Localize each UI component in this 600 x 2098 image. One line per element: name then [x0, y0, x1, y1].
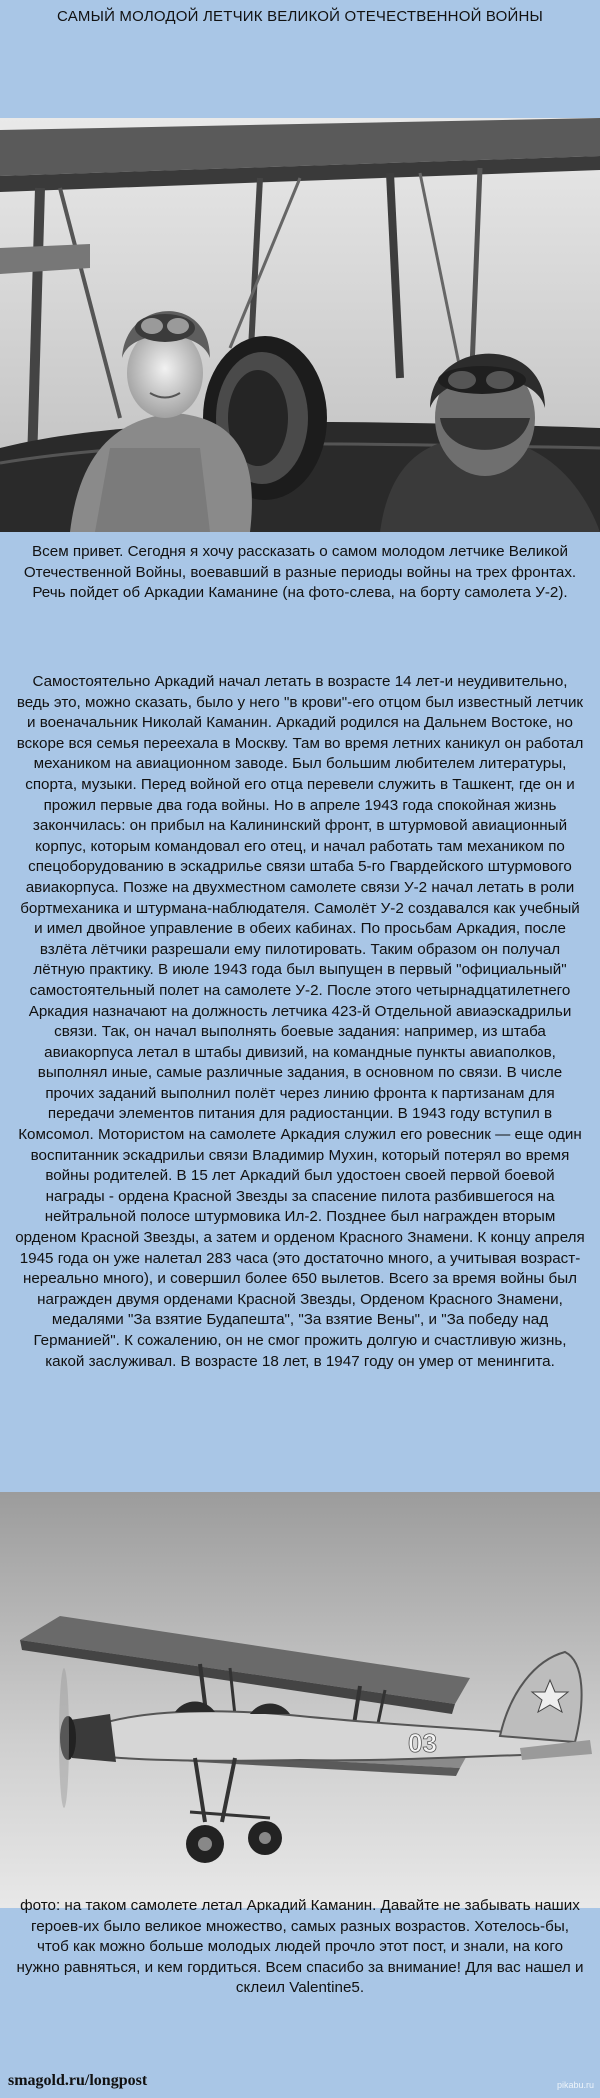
- watermark: pikabu.ru: [556, 2080, 594, 2090]
- plane-number-label: 03: [408, 1728, 437, 1758]
- intro-paragraph: Всем привет. Сегодня я хочу рассказать о самом молодом летчике Великой Отечественной Войны, воевавший в разные периоды войны на трех фронтах. Речь пойдет об Аркадии Каманине (на фото-слева, на борту самолета У-2).: [23, 543, 577, 602]
- biplane-photo: [0, 1492, 600, 1908]
- outro-paragraph: фото: на таком самолете летал Аркадий Каманин. Давайте не забывать наших героев-их было великое множество, самых разных возрастов. Хотелось-бы, чтоб как можно больше молодых людей прочло этот пост, и знали, на кого нужно равняться, и кем гордиться. Всем спасибо за внимание! Для вас нашел и склеил Valentine5.: [16, 1897, 584, 1997]
- pilots-photo: [0, 118, 600, 532]
- page-title: САМЫЙ МОЛОДОЙ ЛЕТЧИК ВЕЛИКОЙ ОТЕЧЕСТВЕННОЙ ВОЙНЫ: [57, 8, 543, 25]
- footer-link[interactable]: smagold.ru/longpost: [8, 2072, 148, 2089]
- story-paragraph: Самостоятельно Аркадий начал летать в возрасте 14 лет-и неудивительно, ведь это, можно сказать, было у него "в крови"-его отцом был известный летчик и военачальник Николай Каманин. Аркадий родился на Дальнем Востоке, но вскоре вся семья переехала в Москву. Там во время летних каникул он работал механиком на авиационном заводе. Был большим любителем литературы, спорта, музыки. Перед войной его отца перевели служить в Ташкент, где он и прожил первые два года войны. Но в апреле 1943 года спокойная жизнь закончилась: он прибыл на Калининский фронт, в штурмовой авиационный корпус, которым командовал его отец, и начал работать там механиком по спецоборудованию в эскадрилье связи штаба 5-го Гвардейского штурмового авиакорпуса. Позже на двухместном самолете связи У-2 начал летать в роли бортмеханика и штурмана-наблюдателя. Самолёт У-2 создавался как учебный и имел двойное управление в обеих кабинах. По просьбам Аркадия, после взлёта лётчики разрешали ему пилотировать. Таким образом он получал лётную практику. В июле 1943 года был выпущен в первый "официальный" самостоятельный полет на самолете У-2. После этого четырнадцатилетнего Аркадия назначают на должность летчика 423-й Отдельной авиаэскадрильи связи. Так, он начал выполнять боевые задания: например, из штаба авиакорпуса летал в штабы дивизий, на командные пункты авиаполков, выполнял иные, самые различные задания, в основном по связи. В числе прочих заданий выполнил полёт через линию фронта к партизанам для передачи элементов питания для радиостанции. В 1943 году вступил в Комсомол. Мотористом на самолете Аркадия служил его ровесник — еще один воспитанник эскадрильи связи Владимир Мухин, который потерял во время войны родителей. В 15 лет Аркадий был удостоен своей первой боевой награды - ордена Красной Звезды за спасение пилота разбившегося на нейтральной полосе штурмовика Ил-2. Позднее был награжден вторым орденом Красной Звезды, а затем и орденом Красного Знамени. К концу апреля 1945 года он уже налетал 283 часа (это достаточно много, а учитывая возраст-нереально много), и совершил более 650 вылетов. Всего за время войны был награжден двумя орденами Красной Звезды, Орденом Красного Знамени, медалями "За взятие Будапешта", "За взятие Вены", и "За победу над Германией". К сожалению, он не смог прожить долгую и счастливую жизнь, какой заслуживал. В возрасте 18 лет, в 1947 году он умер от менингита.: [15, 673, 585, 1370]
